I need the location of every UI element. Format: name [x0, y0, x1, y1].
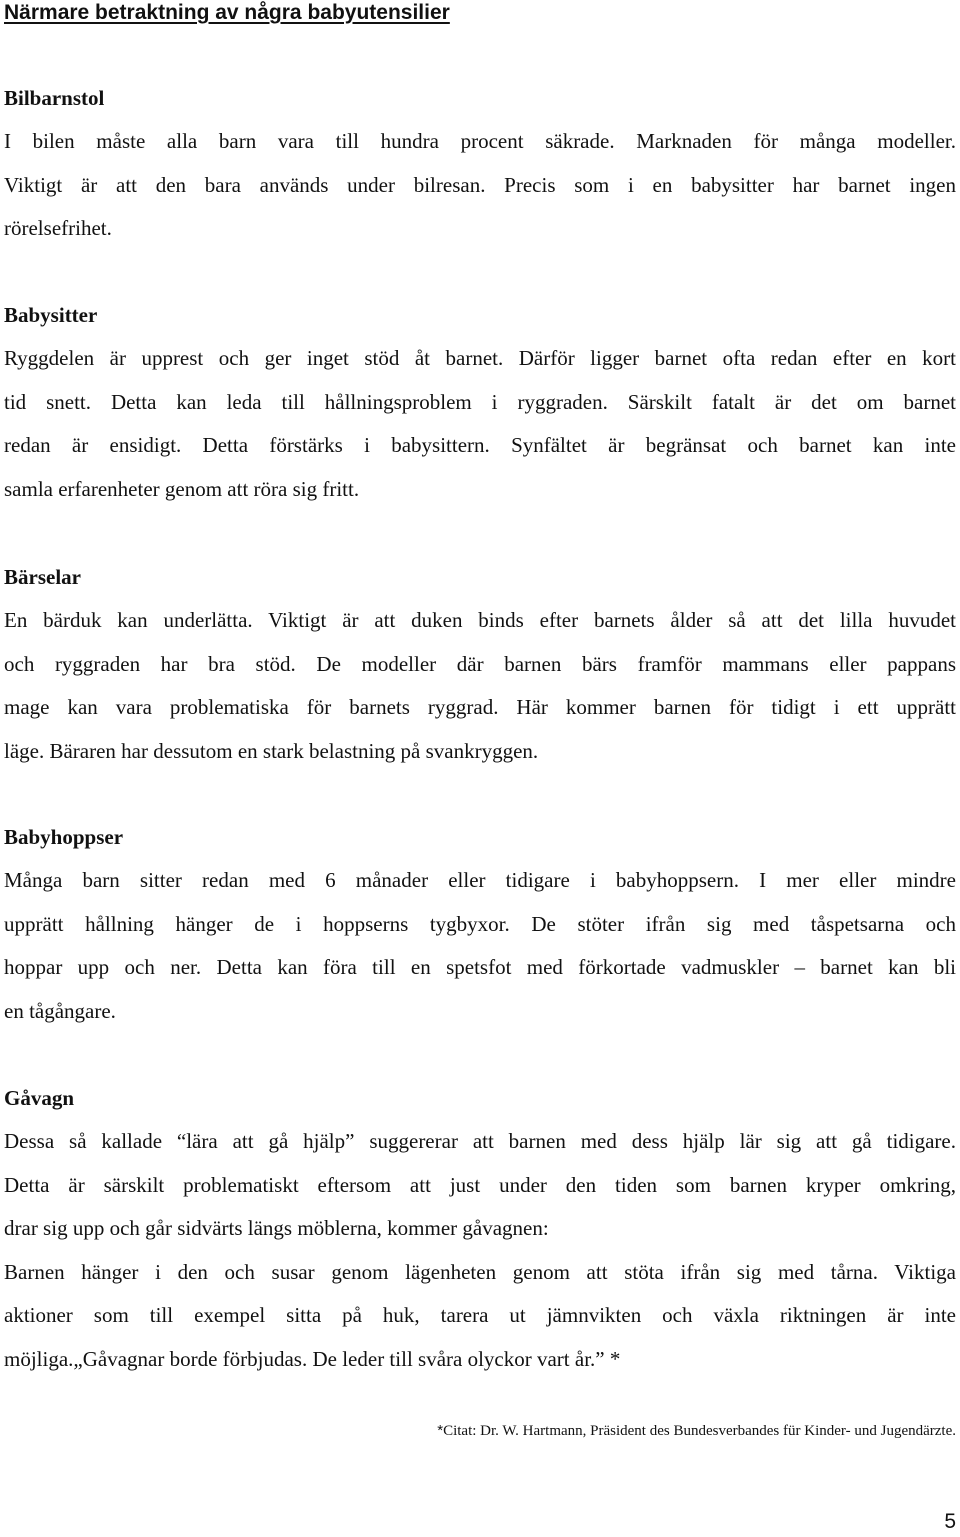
section-paragraph [4, 859, 956, 1033]
paragraph-line: En bärduk kan underlätta. Viktigt är att duken binds efter barnets ålder så att det lilla huvudet [4, 608, 956, 632]
section-gavagn [4, 1076, 956, 1382]
paragraph-line: hoppar upp och ner. Detta kan föra till en spetsfot med förkortade vadmuskler – barnet kan bli [4, 955, 956, 980]
paragraph-line: och ryggraden har bra stöd. De modeller där barnen bärs framför mammans eller pappans [4, 651, 956, 676]
footnote-text: Citat: Dr. W. Hartmann, Präsident des Bundesverbandes für Kinder- und Jugendärzte. [443, 1423, 956, 1439]
paragraph-line: upprätt hållning hänger de i hoppserns tygbyxor. De stöter ifrån sig med tåspetsarna och [4, 911, 956, 936]
paragraph-line: redan är ensidigt. Detta förstärks i babysittern. Synfältet är begränsat och barnet kan inte [4, 433, 956, 458]
paragraph-line: Viktigt är att den bara används under bilresan. Precis som i en babysitter har barnet ingen [4, 172, 956, 197]
section-paragraph [4, 337, 956, 511]
section-paragraph [4, 1120, 956, 1382]
section-barselar [4, 555, 956, 773]
paragraph-line: mage kan vara problematiska för barnets ryggrad. Här kommer barnen för tidigt i ett upprätt [4, 695, 956, 720]
paragraph-line: Ryggdelen är upprest och ger inget stöd åt barnet. Därför ligger barnet ofta redan efter en kort [4, 346, 956, 370]
paragraph-line: Barnen hänger i den och susar genom lägenheten genom att stöta ifrån sig med tårna. Viktiga [4, 1259, 956, 1284]
paragraph-line: aktioner som till exempel sitta på huk, tarera ut jämnvikten och växla riktningen är inte [4, 1303, 956, 1328]
page-title: Närmare betraktning av några babyutensilier [4, 1, 450, 24]
paragraph-line: en tågångare. [4, 998, 116, 1023]
paragraph-line: läge. Bäraren har dessutom en stark belastning på svankryggen. [4, 738, 539, 763]
section-heading: Gåvagn [4, 1086, 75, 1110]
section-bilbarnstol [4, 76, 956, 251]
paragraph-line: Många barn sitter redan med 6 månader eller tidigare i babyhoppsern. I mer eller mindre [4, 868, 956, 892]
paragraph-line: möjliga.„Gåvagnar borde förbjudas. De leder till svåra olyckor vart år.” * [4, 1346, 621, 1371]
footnote-mark: * [437, 1422, 444, 1439]
paragraph-line: tid snett. Detta kan leda till hållningsproblem i ryggraden. Särskilt fatalt är det om barnet [4, 389, 956, 414]
section-paragraph [4, 599, 956, 773]
page-number: 5 [944, 1510, 956, 1533]
paragraph-line: samla erfarenheter genom att röra sig fritt. [4, 476, 360, 501]
section-babysitter [4, 293, 956, 511]
paragraph-line: I bilen måste alla barn vara till hundra procent säkrade. Marknaden för många modeller. [4, 129, 956, 153]
footnote [437, 1418, 956, 1444]
section-heading: Babyhoppser [4, 825, 124, 849]
paragraph-line: rörelsefrihet. [4, 216, 112, 241]
section-babyhoppser [4, 815, 956, 1033]
paragraph-line: Dessa så kallade “lära att gå hjälp” suggererar att barnen med dess hjälp lär sig att gå tidigare. [4, 1129, 956, 1153]
section-paragraph [4, 120, 956, 251]
section-heading: Bilbarnstol [4, 86, 105, 110]
paragraph-line: drar sig upp och går sidvärts längs möblerna, kommer gåvagnen: [4, 1216, 549, 1241]
section-heading: Babysitter [4, 303, 98, 327]
section-heading: Bärselar [4, 565, 81, 589]
paragraph-line: Detta är särskilt problematiskt eftersom att just under den tiden som barnen kryper omkring, [4, 1172, 956, 1197]
